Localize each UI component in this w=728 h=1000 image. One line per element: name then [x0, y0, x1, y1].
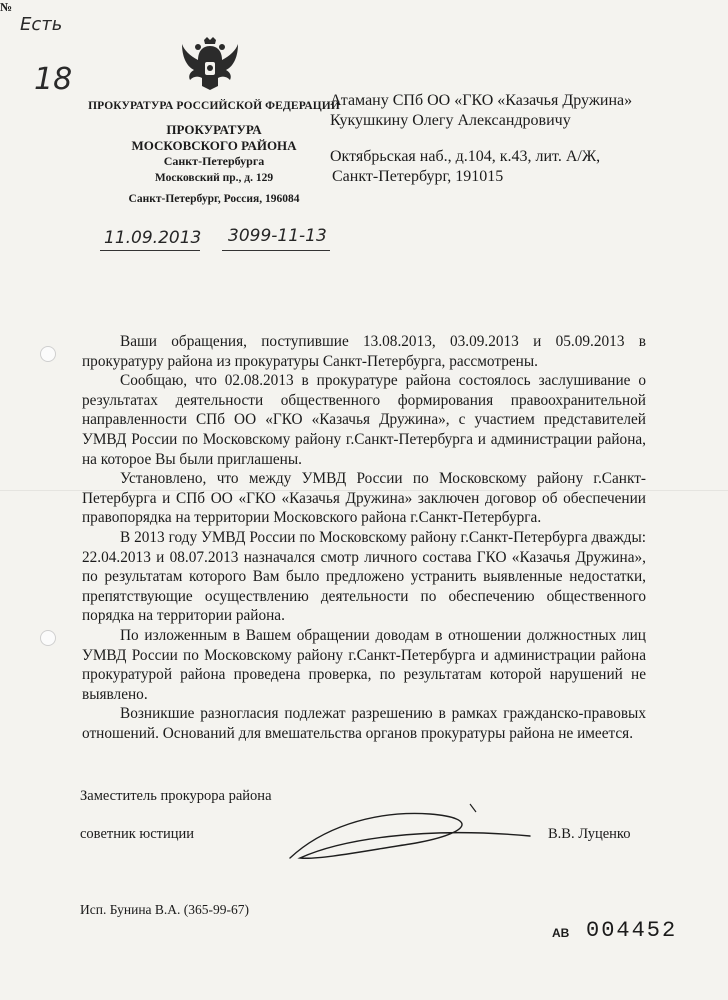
body-paragraph: Ваши обращения, поступившие 13.08.2013, 03.09.2013 и 05.09.2013 в прокуратуру района из прокуратуры Санкт-Петербурга, рассмотрены.: [82, 333, 646, 370]
number-underline: [222, 250, 330, 251]
document-number: 3099-11-13: [228, 226, 327, 246]
handwritten-signature-icon: [280, 800, 540, 870]
letterhead-line: Санкт-Петербурга: [163, 154, 265, 168]
executor-line: Исп. Бунина В.А. (365-99-67): [80, 902, 250, 917]
addressee-line: Кукушкину Олегу Александровичу: [330, 112, 571, 129]
body-paragraph: По изложенным в Вашем обращении доводам в отношении должностных лиц УМВД России по Московскому району г.Санкт-Петербурга и администрации района прокуратурой района проведена проверка, по результатам которой нарушений не выявлено.: [82, 626, 646, 703]
signatory-position: Заместитель прокурора района: [80, 788, 272, 804]
addressee-line: Атаману СПб ОО «ГКО «Казачья Дружина»: [330, 92, 633, 109]
handwritten-note: Есть: [20, 14, 63, 35]
signatory-name: В.В. Луценко: [548, 826, 631, 842]
handwritten-page-mark: 18: [34, 62, 73, 97]
body-paragraph: Сообщаю, что 02.08.2013 в прокуратуре района состоялось заслушивание о результатах деятельности общественного формирования правоохранительной направленности СПб ОО «ГКО «Казачья Дружина», с участием представителей УМВД России по Московскому району г.Санкт-Петербурга и администрации района, на которое Вы были приглашены.: [82, 372, 646, 468]
letterhead-line: МОСКОВСКОГО РАЙОНА: [131, 138, 297, 153]
letter-body: [82, 332, 646, 743]
letterhead-address: Московский пр., д. 129: [154, 172, 274, 184]
serial-prefix: АВ: [552, 926, 570, 940]
body-paragraph: Установлено, что между УМВД России по Московскому району г.Санкт-Петербурга и СПб ОО «ГКО «Казачья Дружина» заключен договор об обеспечении правопорядка на территории Московского района г.Санкт-Петербурга.: [82, 470, 646, 527]
punch-hole: [40, 630, 56, 646]
serial-number: 004452: [586, 918, 678, 943]
double-headed-eagle-emblem-icon: [180, 36, 240, 92]
letterhead-line: ПРОКУРАТУРА: [166, 122, 262, 137]
addressee-address: Санкт-Петербург, 191015: [332, 168, 504, 185]
letterhead-address: Санкт-Петербург, Россия, 196084: [128, 193, 300, 205]
signatory-rank: советник юстиции: [80, 826, 195, 842]
document-date: 11.09.2013: [104, 228, 202, 248]
body-paragraph: В 2013 году УМВД России по Московскому району г.Санкт-Петербурга дважды: 22.04.2013 и 08.07.2013 назначался смотр личного состава ГКО «Казачья Дружина», по результатам которого Вам было предложено устранить выявленные недостатки, препятствующие осуществлению деятельности по обеспечению общественного порядка на территории района.: [82, 528, 646, 625]
letterhead-line: ПРОКУРАТУРА РОССИЙСКОЙ ФЕДЕРАЦИИ: [88, 100, 340, 112]
date-underline: [100, 250, 200, 251]
punch-hole: [40, 346, 56, 362]
addressee-address: Октябрьская наб., д.104, к.43, лит. А/Ж,: [330, 148, 601, 165]
body-paragraph: Возникшие разногласия подлежат разрешению в рамках гражданско-правовых отношений. Оснований для вмешательства органов прокуратуры района не имеется.: [82, 705, 646, 742]
document-number-label: №: [0, 0, 13, 14]
